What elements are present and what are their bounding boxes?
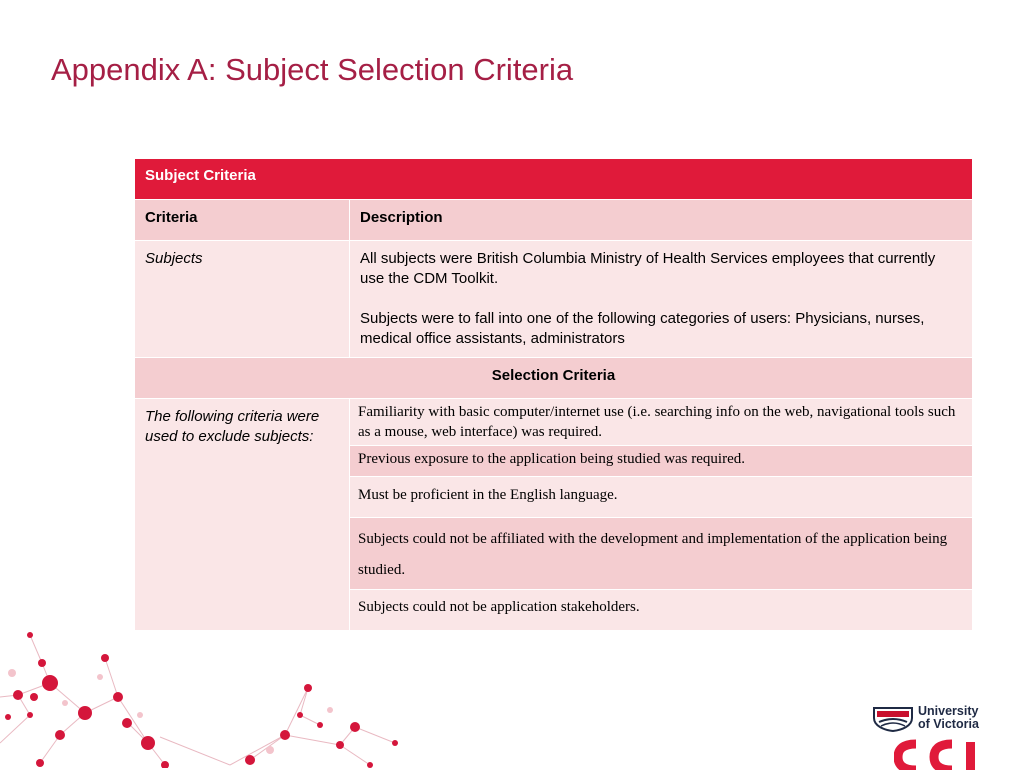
subject-criteria-table — [134, 158, 973, 631]
table-header-row — [135, 159, 973, 200]
exclusion-item: Subjects could not be application stakeholders. — [350, 590, 973, 631]
subjects-label: Subjects — [135, 241, 350, 358]
selection-criteria-row — [135, 358, 973, 399]
cgi-logo-partial-icon — [894, 730, 978, 770]
uvic-logo-text — [918, 705, 979, 731]
column-header-criteria: Criteria — [135, 200, 350, 241]
column-header-description: Description — [350, 200, 973, 241]
exclusion-item: Must be proficient in the English language. — [350, 477, 973, 518]
exclusion-label: The following criteria were used to exclude subjects: — [135, 399, 350, 631]
uvic-logo — [872, 704, 1012, 768]
selection-criteria-header: Selection Criteria — [135, 358, 973, 399]
subjects-description-para-2: Subjects were to fall into one of the following categories of users: Physicians, nurses, medical office assistants, administrators — [360, 310, 925, 347]
subjects-description-para-1: All subjects were British Columbia Ministry of Health Services employees that currently use the CDM Toolkit. — [360, 250, 936, 287]
exclusion-item: Previous exposure to the application being studied was required. — [350, 446, 973, 477]
exclusion-item: Subjects could not be affiliated with the development and implementation of the application being studied. — [350, 518, 973, 590]
table-row — [135, 241, 973, 358]
table-header: Subject Criteria — [135, 159, 973, 200]
column-header-row — [135, 200, 973, 241]
uvic-shield-icon — [872, 706, 914, 732]
slide-title: Appendix A: Subject Selection Criteria — [51, 52, 574, 87]
uvic-logo-line-1: University — [918, 704, 979, 718]
exclusion-item: Familiarity with basic computer/internet use (i.e. searching info on the web, navigational tools such as a mouse, web interface) was required. — [350, 399, 973, 446]
table-row — [135, 399, 973, 446]
subjects-description — [350, 241, 973, 358]
uvic-logo-line-2: of Victoria — [918, 717, 979, 731]
network-decoration-graphic — [0, 625, 430, 768]
